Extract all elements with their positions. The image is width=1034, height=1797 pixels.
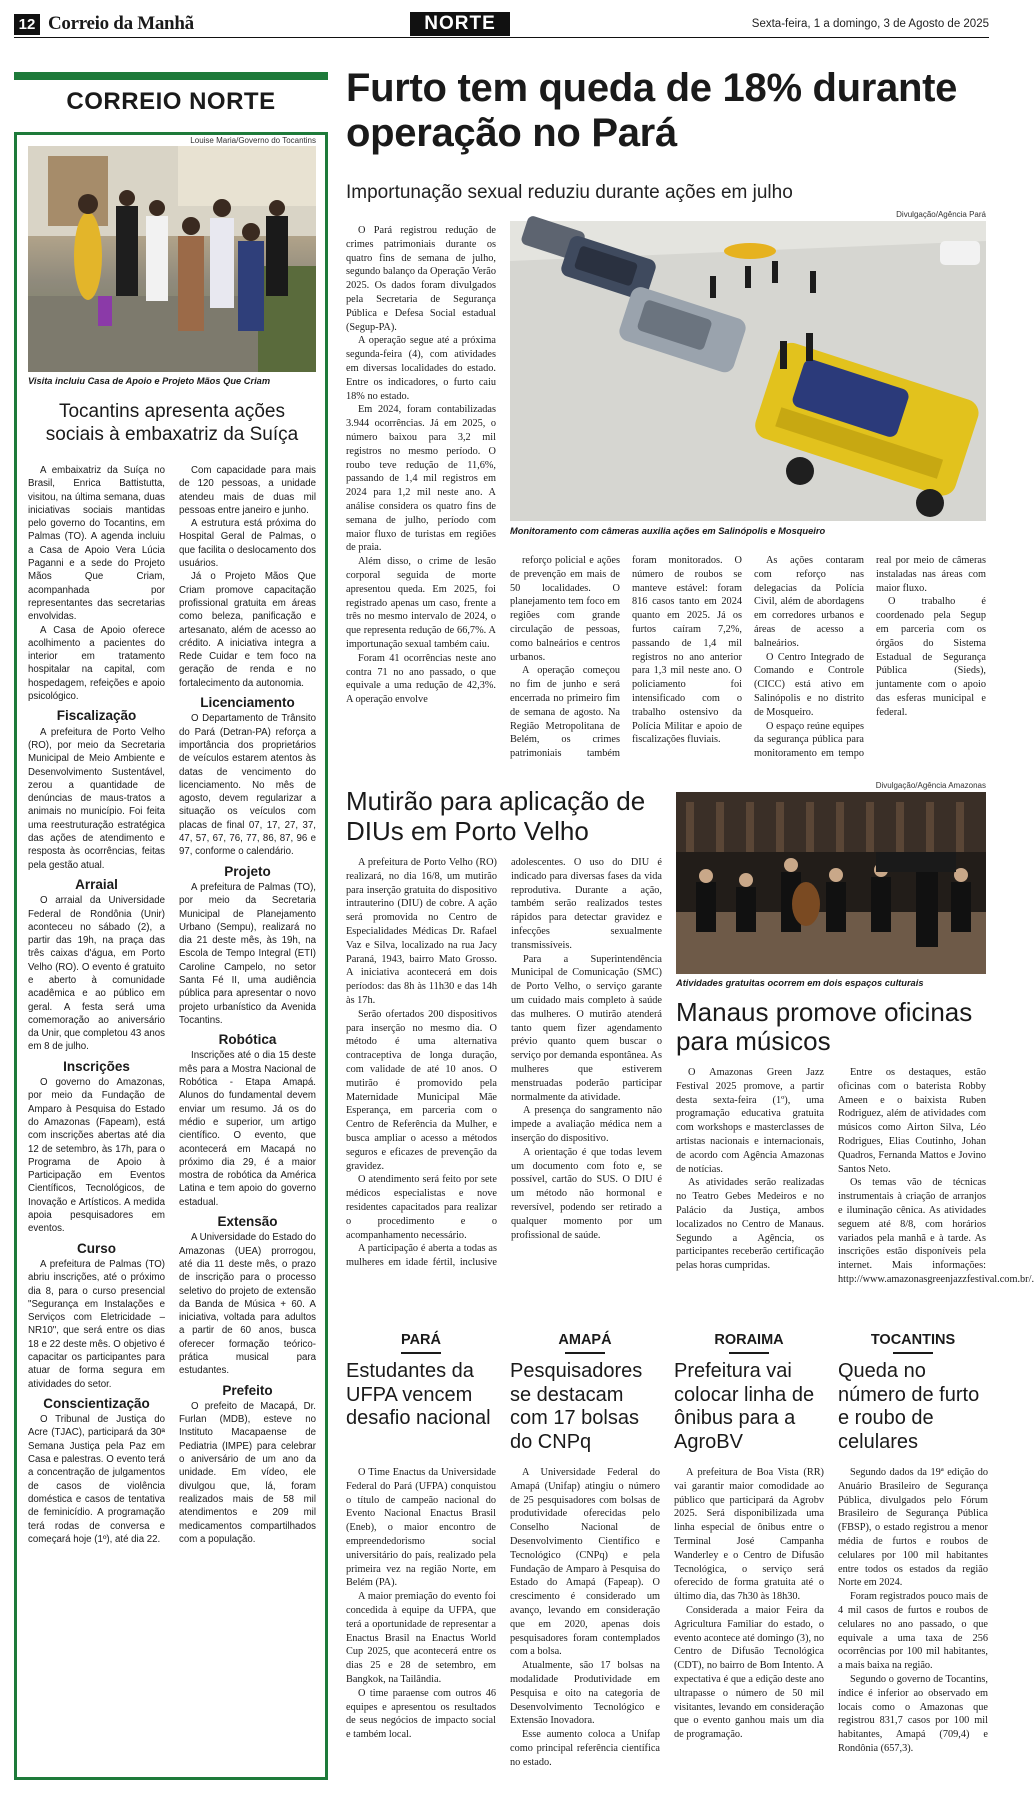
masthead: Correio da Manhã (48, 13, 194, 34)
brief-headline: Prefeitura vai colocar linha de ônibus para a AgroBV (674, 1360, 815, 1453)
sidebar-section-text: A prefeitura de Porto Velho (RO), por meio da Secretaria Municipal de Meio Ambiente e Desenvolvimento Sustentável, zerou a quantidade de denúncias de maus-tratos a animais no município. Foi feita uma reestruturação estratégica das ações de atendimento e resposta às ocorrências, feitas pela gestão atual. (28, 726, 165, 871)
sidebar-section-text: A prefeitura de Palmas (TO), por meio da Secretaria Municipal de Planejamento Urbano (Sempu), realizará no dia 21 deste mês, às 19h, na Escola de Tempo Integral (ETI) Caroline Campelo, no setor Santa Fé II, uma audiência pública para apresentar o novo projeto urbanístico da Avenida Tocantins. (179, 881, 316, 1026)
sidebar-paragraph: A estrutura está próxima do Hospital Geral de Palmas, o que facilita o deslocamento dos usuários. (179, 518, 316, 570)
manaus-paragraph: As atividades serão realizadas no Teatro Gebes Medeiros e no Palácio da Justiça, ambos localizados no Centro de Manaus. Segundo a Agência, os participantes receberão certificação pelas horas cumpridas. (676, 1177, 824, 1272)
sidebar-photo-credit: Louise Maria/Governo do Tocantins (190, 136, 316, 145)
sidebar-section-title: Fiscalização (56, 708, 137, 724)
manaus-headline: Manaus promove oficinas para músicos (676, 997, 973, 1056)
main-photo-credit: Divulgação/Agência Pará (896, 210, 986, 219)
main-paragraph: O Pará registrou redução de crimes patrimoniais durante os quatro fins de semana de julho, segundo balanço da Operação Verão 2025. Os dados foram divulgados pela Secretaria de Segurança Pública e Defesa Social estadual (Segup-PA). (346, 225, 496, 333)
main-left-column (346, 224, 496, 764)
embassy-visit-illustration (28, 146, 316, 372)
main-headline: Furto tem queda de 18% durante operação no Pará (346, 66, 958, 155)
orchestra-photo (676, 792, 986, 974)
sidebar-section-text: O prefeito de Macapá, Dr. Furlan (MDB), esteve no Instituto Macapaense de Pediatria (IMPE) para celebrar o aniversário de um ano da unidade. Em vídeo, ele divulgou que, lá, foram realizados mais de 58 mil atendimentos e 209 mil medicamentos compartilhados com a população. (179, 1400, 316, 1545)
brief-state-rule (401, 1352, 441, 1354)
sidebar-section-title: Extensão (217, 1214, 278, 1230)
main-paragraph: O espaço reúne equipes da segurança pública para monitoramento em tempo real por meio de câmeras instaladas nas áreas com maior fluxo. (754, 555, 986, 760)
brief-body (674, 1466, 824, 1784)
main-subhead: Importunação sexual reduziu durante ações em julho (346, 182, 793, 203)
issue-date: Sexta-feira, 1 a domingo, 3 de Agosto de 2025 (751, 18, 989, 30)
brief-paragraph: Segundo o governo de Tocantins, índice é inferior ao observado em locais como o Amazonas que registrou 831,7 casos por 100 mil habitantes, Amapá (709,4) e Rondônia (657,3). (838, 1673, 988, 1754)
manaus-body (676, 1066, 1034, 1306)
sidebar-section (28, 1397, 165, 1546)
main-paragraph: As ações contaram com reforço nas delegacias da Polícia Civil, além de abordagens em corredores urbanos e áreas de acesso a balneários. (754, 555, 864, 649)
sidebar-section (179, 1384, 316, 1547)
brief-state-label: RORAIMA (714, 1332, 784, 1348)
sidebar-section-text: A Universidade do Estado do Amazonas (UEA) prorrogou, até dia 11 deste mês, o prazo de inscrição para o processo seletivo do projeto de extensão da Banda de Música + 60. A iniciativa, voltada para adultos a partir de 60 anos, busca oferecer formação teórico-prática musical para estudantes. (179, 1232, 316, 1377)
diu-paragraph: A orientação é que todas levem um documento com foto e, se possível, cartão do SUS. O DIU é um método não hormonal e reversível, podendo ser retirado a qualquer momento por um profissional de saúde. (511, 1146, 662, 1241)
brief-paragraph: Segundo dados da 19ª edição do Anuário Brasileiro de Segurança Pública, divulgados pelo Fórum Brasileiro de Segurança Pública (FBSP), o estado registrou a menor média de furtos e roubos de celulares por 100 mil habitantes entre todos os estados da região Norte em 2024. (838, 1467, 988, 1589)
brief-state-rule (565, 1352, 605, 1354)
brief-headline: Pesquisadores se destacam com 17 bolsas do CNPq (510, 1360, 643, 1453)
brief-paragraph: O time paraense com outros 46 equipes e apresentou os resultados de seus negócios de impacto social e também local. (346, 1687, 496, 1741)
main-bottom-columns (510, 554, 986, 770)
manaus-paragraph: Os temas vão de técnicas instrumentais à criação de arranjos e iluminação cênica. As atividades seguem até 8/8, com horários variados pela manhã e à tarde. As inscrições estão disponíveis pela internet. Mais informações: http://www.amazonasgreenjazzfestival.com.br/. (838, 1177, 1034, 1285)
main-paragraph: Além disso, o crime de lesão corporal seguida de morte apresentou queda. Em 2025, foi registrado apenas um caso, frente a três no mesmo intervalo de 2024, o que representa redução de 66,7%. A importunação sexual também caiu. (346, 556, 496, 650)
main-photo-caption: Monitoramento com câmeras auxilia ações em Salinópolis e Mosqueiro (510, 526, 826, 536)
page-header (14, 10, 989, 38)
main-paragraph: A operação começou no fim de junho e será encerrada no primeiro fim de semana de agosto. Na Região Metropolitana de Belém, os crimes patrimoniais também foram monitorados. O número de roubos se manteve estável: foram 816 casos tanto em 2024 quanto em 2025. Já os furtos caíram 7,2%, passando de 1,4 mil registros no ano anterior para 1,3 mil neste ano. O policiamento foi intensificado com o trabalho ostensivo da Polícia Militar e apoio de fiscalizações fluviais. (510, 555, 742, 760)
brief-state-label: AMAPÁ (558, 1332, 612, 1348)
diu-headline: Mutirão para aplicação de DIUs em Porto Velho (346, 786, 646, 846)
brief-state-label: TOCANTINS (870, 1332, 956, 1348)
sidebar-section-title: Arraial (75, 876, 118, 892)
main-paragraph: reforço policial e ações de prevenção em mais de 50 localidades. O planejamento tem foco em regiões com grande circulação de pessoas, como balneários e centros urbanos. (510, 555, 620, 663)
diu-paragraph: A participação é aberta a todas as mulheres em idade fértil, inclusive adolescentes. O uso do DIU é indicado para diversas fases da vida reprodutiva. Durante a ação, também serão realizados testes rápidos para detectar gravidez e infecções sexualmente transmissíveis. (346, 857, 662, 1269)
brief-paragraph: Considerada a maior Feira da Agricultura Familiar do estado, o evento acontece até domingo (3), no Centro de Difusão Tecnológica (CDT), no bairro de Bom Intento. A expectativa é que a edição deste ano ultrapasse o número de 50 mil visitantes, levando em consideração que o evento ganhou mais um dia de programação. (674, 1604, 824, 1741)
main-paragraph: A operação segue até a próxima segunda-feira (4), com atividades em diversas localidades do estado. Entre os indicadores, o furto caiu 18% no estado. (346, 335, 496, 402)
brief-state-rule (893, 1352, 933, 1354)
brief-body (510, 1466, 660, 1784)
main-paragraph: Foram 41 ocorrências neste ano contra 71 no ano passado, o que equivale a uma redução de 42,3%. A operação envolve (346, 652, 496, 706)
brief-paragraph: O Time Enactus da Universidade Federal do Pará (UFPA) conquistou o título de campeão nacional do Evento Nacional Enactus Brasil (Eneb), o maior encontro de empreendedorismo social universitário do país, realizado pela primeira vez na região Norte, em Belém (PA). (346, 1467, 496, 1589)
brief-state-rule (729, 1352, 769, 1354)
sidebar-section-text: O arraial da Universidade Federal de Rondônia (Unir) aconteceu no sábado (2), a partir das 19h, na praça das três caixas d'água, em Porto Velho (RO). O evento é gratuito e aberto à comunidade acadêmica e ao público em geral. A festa será uma comemoração ao aniversário da Unir, que completou 43 anos em 8 de julho. (28, 895, 165, 1053)
sidebar-section-text: A prefeitura de Palmas (TO) abriu inscrições, até o próximo dia 8, para o curso presencial "Segurança em Instalações e Serviços com Eletricidade – NR10", que será entre os dias 18 e 22 deste mês. O objetivo é capacitar os participantes para atuar de forma segura em atividades do setor. (28, 1258, 165, 1390)
sidebar-section (179, 865, 316, 1028)
sidebar-intro (28, 464, 165, 703)
sidebar-section-title: Prefeito (222, 1382, 273, 1398)
sidebar-paragraph: Já o Projeto Mãos Que Criam promove capacitação profissional gratuita em áreas como beleza, panificação e artesanato, além de acesso ao crédito. A iniciativa integra a Rede Cuidar e tem foco na geração de renda e no fortalecimento da autonomia. (179, 571, 316, 689)
diu-paragraph: A prefeitura de Porto Velho (RO) realizará, no dia 16/8, um mutirão para inserção gratuita do dispositivo intrauterino (DIU) de cobre. A ação será promovida no Centro de Especialidades Médicas Dr. Rafael Vaz e Silva, localizado na rua Jacy Paraná, 1943, bairro Mato Grosso. A iniciativa acontecerá em dois períodos: das 8h às 11h30 e das 14h às 17h. (346, 857, 497, 1006)
sidebar-paragraph: A embaixatriz da Suíça no Brasil, Enrica Battistutta, visitou, na última semana, duas iniciativas sociais mantidas pelo governo do Tocantins, em Palmas (TO). A agenda incluiu a Casa de Apoio Vera Lúcia Paganni e a sede do Projeto Mãos Que Criam, acompanhada por representantes das secretarias envolvidas. (28, 465, 165, 623)
brief-paragraph: A maior premiação do evento foi concedida à equipe da UFPA, que terá a oportunidade de representar a Enactus Brasil na Enactus World Cup 2025, que acontecerá entre os dias 25 e 28 de setembro, em Bangkok, na Tailândia. (346, 1591, 496, 1685)
main-paragraph: O Centro Integrado de Comando e Controle (CICC) está ativo em Salinópolis e no distrito de Mosqueiro. (754, 651, 864, 718)
diu-paragraph: A presença do sangramento não impede a avaliação médica nem a inserção do dispositivo. (511, 1105, 662, 1144)
brief-paragraph: A prefeitura de Boa Vista (RR) vai garantir maior comodidade ao público que participará da Agrobv 2025. Será disponibilizada uma linha especial de ônibus entre o Terminal José Campanha Wanderley e o Centro de Difusão Tecnológica, o serviço será oferecido de forma gratuita até o último dia, das 7h30 às 18h30. (674, 1467, 824, 1603)
brief-headline: Estudantes da UFPA vencem desafio nacional (346, 1360, 491, 1429)
brief-paragraph: A Universidade Federal do Amapá (Unifap) atingiu o número de 25 pesquisadores com bolsas de produtividade oferecidas pelo Conselho Nacional de Desenvolvimento Científico e Tecnológico (CNPq) e pela Fundação de Amparo à Pesquisa do Estado do Amapá (Fapeap). O crescimento é considerado um avanço, levando em consideração que em 2020, apenas dois pesquisadores foram contemplados com a bolsa. (510, 1467, 660, 1658)
sidebar-section-text: Inscrições até o dia 15 deste mês para a Mostra Nacional de Robótica - Etapa Amapá. Alunos do fundamental devem enviar um resumo. Já os do médio e superior, um artigo científico. O evento, que acontecerá em Macapá no próximo dia 29, é a maior mostra de robótica da América Latina e tem apoio do governo estadual. (179, 1050, 316, 1208)
brief-state-label: PARÁ (400, 1332, 441, 1348)
brief-body (346, 1466, 496, 1784)
header-rule (14, 37, 989, 38)
sidebar-section (28, 709, 165, 872)
sidebar-photo-caption: Visita incluiu Casa de Apoio e Projeto Mãos Que Criam (28, 376, 271, 386)
sidebar-section-title: Curso (76, 1240, 116, 1256)
sidebar-section-title: Robótica (218, 1032, 277, 1048)
manaus-paragraph: O Amazonas Green Jazz Festival 2025 promove, a partir desta sexta-feira (1º), uma programação educativa gratuita com workshops e masterclasses de artistas nacionais e internacionais, de acordo com Agência Amazonas de notícias. (676, 1067, 824, 1175)
manaus-photo-credit: Divulgação/Agência Amazonas (875, 781, 986, 790)
main-paragraph: O trabalho é coordenado pela Segup em parceria com os órgãos do Sistema Estadual de Segurança Pública (Sieds), juntamente com o apoio das esferas municipal e federal. (876, 596, 986, 718)
sidebar-section (179, 1033, 316, 1209)
sidebar-section (28, 878, 165, 1054)
sidebar-top-bar (14, 72, 328, 80)
brief-paragraph: Foram registrados pouco mais de 4 mil casos de furtos e roubos de celulares no ano passado, o que equivale a uma taxa de 256 ocorrências por 100 mil habitantes, a mais baixa na região. (838, 1591, 988, 1672)
monitoring-operation-photo (510, 221, 986, 521)
sidebar-section-text: O Departamento de Trânsito do Pará (Detran-PA) reforça a importância dos proprietários de veículos estarem atentos às datas de vencimento do licenciamento. No mês de agosto, devem regularizar a situação os veículos com placas de final 07, 17, 27, 37, 47, 57, 67, 76, 77, 86, 87, 96 e 97, conforme o calendário. (179, 713, 316, 858)
sidebar-section (28, 1060, 165, 1236)
sidebar-intro-cont (179, 464, 316, 690)
sidebar-section-text: O Tribunal de Justiça do Acre (TJAC), participará da 30ª Semana Justiça pela Paz em Casa e palestras. O evento terá a concentração de julgamentos de casos de violência doméstica e casos de tentativa de feminicídio. A programação terá rodas de conversa e começará hoje (1º), até dia 22. (28, 1414, 165, 1545)
manaus-paragraph: Entre os destaques, estão oficinas com o baterista Robby Ameen e o baixista Ruben Rodriguez, além de atividades com músicos como Airton Silva, Léo Rodrigues, Elias Coutinho, Johan Quadros, Fernanda Mattos e Jovino Santos Neto. (838, 1067, 986, 1175)
sidebar-section-title: Inscrições (63, 1058, 130, 1074)
embassy-visit-photo (28, 146, 316, 372)
diu-body (346, 856, 662, 1306)
section-label: NORTE (410, 12, 510, 36)
sidebar-paragraph: Com capacidade para mais de 120 pessoas, a unidade atendeu mais de duas mil pessoas entre janeiro e junho. (179, 465, 316, 516)
page-number: 12 (14, 14, 40, 35)
police-vehicles-illustration (510, 221, 986, 521)
main-paragraph: Em 2024, foram contabilizadas 3.944 ocorrências. Já em 2025, o número baixou para 3,2 mil registros no mesmo período. O roubo teve redução de 11,6%, passando de 1,4 mil registros em 2024 para 1,2 mil neste ano. A análise considera os quatro fins de semana de julho, período com maior fluxo de turistas em regiões de praia. (346, 404, 496, 554)
sidebar-section-text: O governo do Amazonas, por meio da Fundação de Amparo à Pesquisa do Estado do Amazonas (Fapeam), está com inscrições abertas até dia 12 de setembro, às 17h, para o Programa de Apoio à Participação em Eventos Científicos, Tecnológicos, de Inovação e Artísticos. A medida apoia pesquisadores em eventos. (28, 1077, 165, 1235)
sidebar-section (179, 1215, 316, 1378)
sidebar-body (28, 464, 316, 1770)
brief-paragraph: Esse aumento coloca a Unifap como principal referência científica no estado. (510, 1729, 660, 1768)
diu-paragraph: Para a Superintendência Municipal de Comunicação (SMC) de Porto Velho, o serviço garante um cuidado mais completo à saúde das mulheres. O mutirão atenderá tanto quem fizer agendamento prévio quanto quem buscar o serviço por demanda espontânea. As mulheres que estiverem menstruadas poderão participar normalmente da atividade. (511, 953, 662, 1103)
brief-paragraph: Atualmente, são 17 bolsas na modalidade Produtividade em Pesquisa e oito na categoria de Desenvolvimento Tecnológico e Extensão Inovadora. (510, 1660, 660, 1727)
sidebar-section-title: Licenciamento (200, 695, 295, 711)
sidebar-title: CORREIO NORTE (66, 88, 276, 115)
sidebar-paragraph: A Casa de Apoio oferece acolhimento a pacientes do interior em tratamento hospitalar na capital, com hospedagem, refeições e apoio psicológico. (28, 624, 165, 703)
diu-paragraph: Serão ofertados 200 dispositivos para inserção no mesmo dia. O método é uma alternativa contraceptiva de longa duração, com validade de até 10 anos. O mutirão é promovido pela Maternidade Municipal Mãe Esperança, em parceria com o Centro de Referência da Mulher, e busca ampliar o acesso a métodos seguros e eficazes de prevenção da gravidez. (346, 1008, 497, 1172)
sidebar-headline: Tocantins apresenta ações sociais à embaxatriz da Suíça (45, 401, 299, 445)
brief-headline: Queda no número de furto e roubo de celulares (838, 1360, 980, 1453)
manaus-photo-caption: Atividades gratuitas ocorrem em dois espaços culturais (676, 978, 924, 988)
sidebar-section (179, 696, 316, 859)
sidebar-section (28, 1242, 165, 1391)
sidebar-section-title: Projeto (224, 863, 271, 879)
diu-paragraph: O atendimento será feito por sete médicos especialistas e nove residentes capacitados para realizar o procedimento e o acompanhamento necessário. (346, 1174, 497, 1241)
orchestra-illustration (676, 792, 986, 974)
sidebar-section-title: Conscientização (43, 1395, 150, 1411)
brief-body (838, 1466, 988, 1784)
